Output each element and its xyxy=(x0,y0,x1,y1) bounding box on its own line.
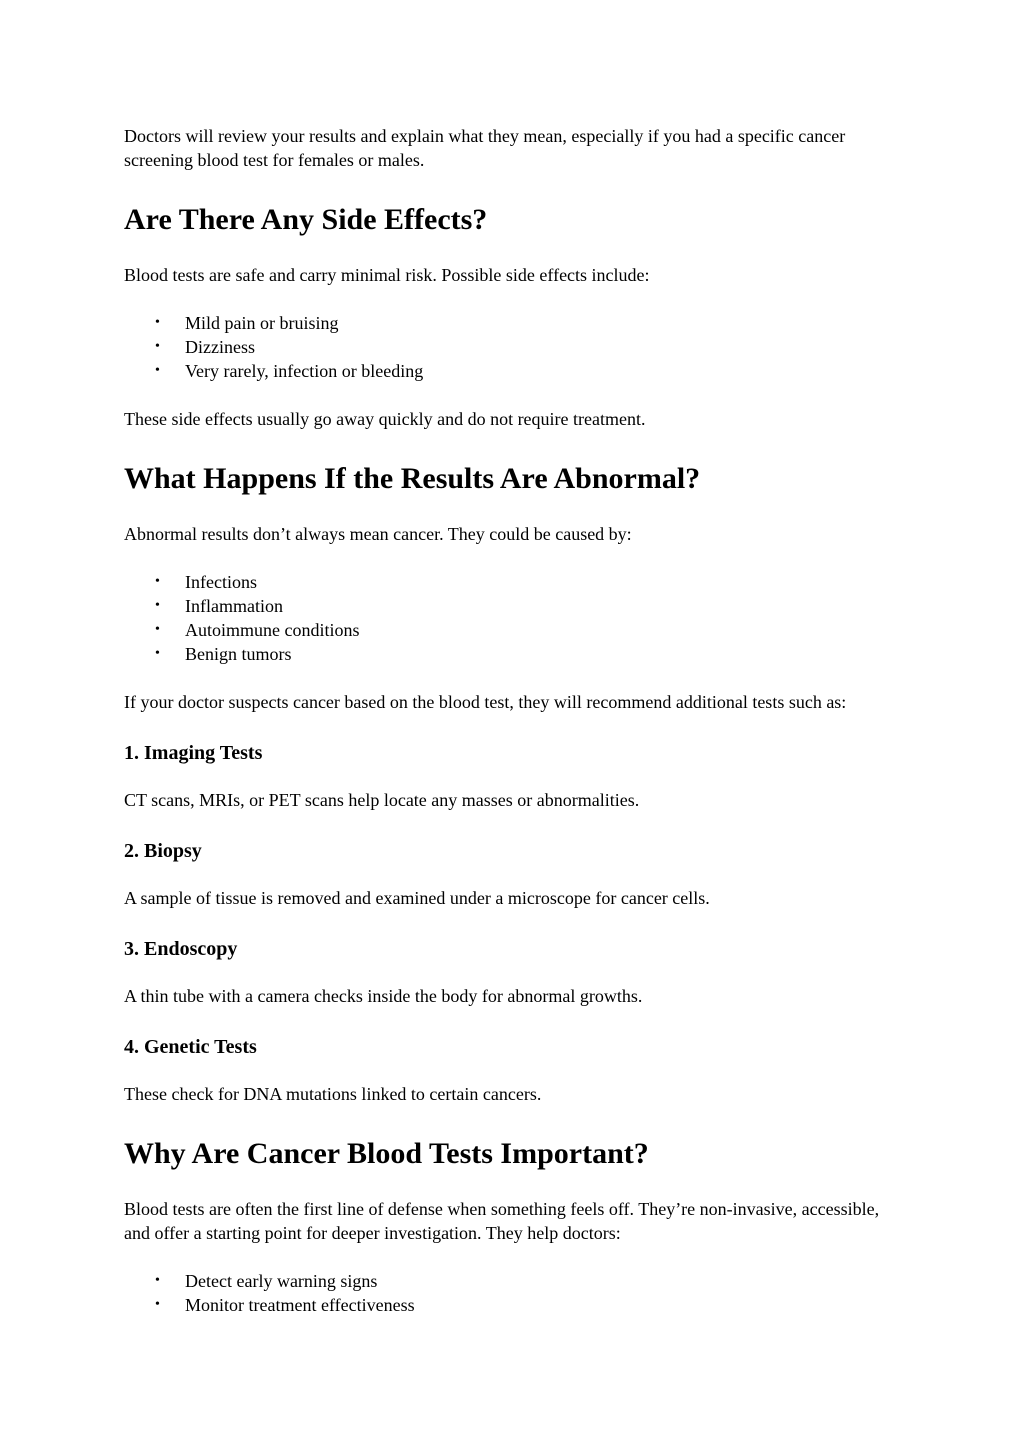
bullet-icon: • xyxy=(155,339,160,354)
test-text-imaging: CT scans, MRIs, or PET scans help locate any masses or abnormalities. xyxy=(124,790,640,810)
bullet-icon: • xyxy=(155,1273,160,1288)
side-effects-outro: These side effects usually go away quickly and do not require treatment. xyxy=(124,409,646,429)
bullet-icon: • xyxy=(155,363,160,378)
list-item: • Infections xyxy=(155,572,257,592)
test-heading-endoscopy: 3. Endoscopy xyxy=(124,938,238,960)
bullet-icon: • xyxy=(155,622,160,637)
intro-paragraph: Doctors will review your results and explain what they mean, especially if you had a specific cancer screening blood test for females or males. xyxy=(124,126,846,170)
list-item: • Detect early warning signs xyxy=(155,1271,378,1291)
abnormal-results-heading: What Happens If the Results Are Abnormal? xyxy=(124,462,701,495)
test-heading-biopsy: 2. Biopsy xyxy=(124,840,202,862)
importance-intro: Blood tests are often the first line of defense when something feels off. They’re non-invasive, accessible, and offer a starting point for deeper investigation. They help doctors: xyxy=(124,1199,880,1243)
side-effects-list xyxy=(124,311,904,383)
list-item: • Monitor treatment effectiveness xyxy=(155,1295,415,1315)
abnormal-results-intro: Abnormal results don’t always mean cancer. They could be caused by: xyxy=(124,524,632,544)
list-item: • Inflammation xyxy=(155,596,283,616)
side-effects-intro: Blood tests are safe and carry minimal risk. Possible side effects include: xyxy=(124,265,650,285)
list-item: • Dizziness xyxy=(155,337,255,357)
test-text-genetic: These check for DNA mutations linked to certain cancers. xyxy=(124,1084,542,1104)
list-item: • Very rarely, infection or bleeding xyxy=(155,361,424,381)
list-item: • Mild pain or bruising xyxy=(155,313,339,333)
abnormal-followup-paragraph: If your doctor suspects cancer based on the blood test, they will recommend additional tests such as: xyxy=(124,692,847,712)
list-item: • Benign tumors xyxy=(155,644,292,664)
bullet-icon: • xyxy=(155,574,160,589)
abnormal-causes-list xyxy=(124,570,904,666)
bullet-icon: • xyxy=(155,646,160,661)
side-effects-heading: Are There Any Side Effects? xyxy=(124,203,488,236)
importance-list xyxy=(124,1269,904,1317)
bullet-icon: • xyxy=(155,1297,160,1312)
document-page xyxy=(124,124,904,1317)
list-item: • Autoimmune conditions xyxy=(155,620,360,640)
bullet-icon: • xyxy=(155,598,160,613)
test-text-biopsy: A sample of tissue is removed and examined under a microscope for cancer cells. xyxy=(124,888,710,908)
bullet-icon: • xyxy=(155,315,160,330)
importance-heading: Why Are Cancer Blood Tests Important? xyxy=(124,1137,649,1170)
test-heading-imaging: 1. Imaging Tests xyxy=(124,742,263,764)
test-heading-genetic: 4. Genetic Tests xyxy=(124,1036,257,1058)
test-text-endoscopy: A thin tube with a camera checks inside the body for abnormal growths. xyxy=(124,986,643,1006)
